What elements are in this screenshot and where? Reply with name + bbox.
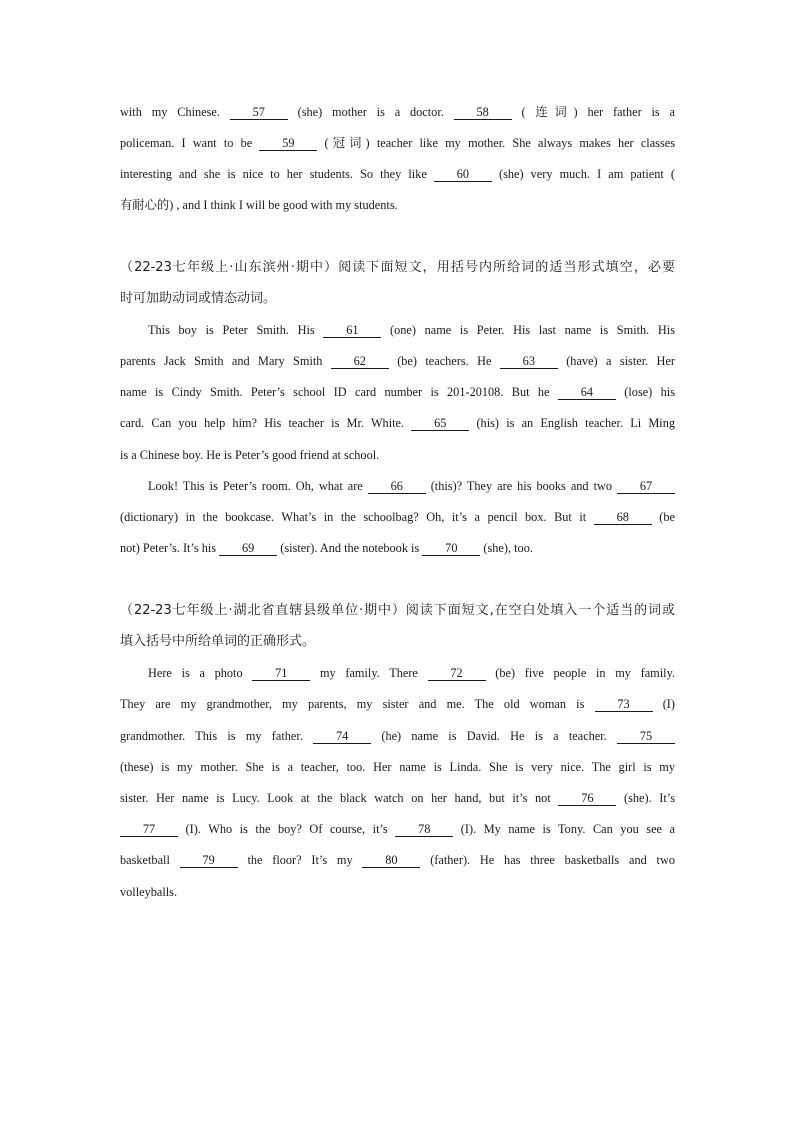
section-heading: 时可加助动词或情态动词。 (120, 291, 277, 306)
answer-blank-68[interactable]: 68 (594, 511, 652, 525)
passage-line: is a Chinese boy. He is Peter’s good friend at school. (120, 448, 380, 462)
section-heading: （22-23七年级上·湖北省直辖县级单位·期中）阅读下面短文,在空白处填入一个适当的词或 (120, 603, 675, 618)
answer-blank-59[interactable]: 59 (259, 137, 317, 151)
answer-blank-73[interactable]: 73 (595, 698, 653, 712)
answer-blank-66[interactable]: 66 (368, 480, 426, 494)
passage-line: grandmother. This is my father. 74 (he) name is David. He is a teacher. 75 (120, 728, 675, 744)
answer-blank-78[interactable]: 78 (395, 823, 453, 837)
passage-line: Here is a photo 71 my family. There 72 (be) five people in my family. (148, 666, 675, 680)
answer-blank-65[interactable]: 65 (411, 417, 469, 431)
answer-blank-76[interactable]: 76 (558, 792, 616, 806)
answer-blank-80[interactable]: 80 (362, 854, 420, 868)
answer-blank-57[interactable]: 57 (230, 106, 288, 120)
answer-blank-62[interactable]: 62 (331, 355, 389, 369)
passage-line: basketball 79 the floor? It’s my 80 (father). He has three basketballs and two (120, 853, 675, 867)
passage-line: name is Cindy Smith. Peter’s school ID card number is 201-20108. But he 64 (lose) his (120, 385, 676, 399)
passage-line: with my Chinese. 57 (she) mother is a doctor. 58 ( 连词) her father is a (120, 105, 675, 119)
passage-line: not) Peter’s. It’s his 69 (sister). And the notebook is 70 (she), too. (120, 541, 533, 555)
answer-blank-79[interactable]: 79 (180, 854, 238, 868)
section-heading: 填入括号中所给单词的正确形式。 (120, 634, 316, 649)
answer-blank-69[interactable]: 69 (219, 542, 277, 556)
passage-line: volleyballs. (120, 885, 178, 899)
answer-blank-63[interactable]: 63 (500, 355, 558, 369)
passage-line: sister. Her name is Lucy. Look at the black watch on her hand, but it’s not 76 (she). It’s (120, 791, 675, 805)
passage-line: card. Can you help him? His teacher is Mr. White. 65 (his) is an English teacher. Li Ming (120, 416, 675, 430)
answer-blank-70[interactable]: 70 (422, 542, 480, 556)
passage-line: They are my grandmother, my parents, my sister and me. The old woman is 73 (I) (120, 697, 675, 711)
passage-line: 77 (I). Who is the boy? Of course, it’s 78 (I). My name is Tony. Can you see a (120, 821, 675, 837)
answer-blank-60[interactable]: 60 (434, 168, 492, 182)
passage-line: This boy is Peter Smith. His 61 (one) name is Peter. His last name is Smith. His (148, 323, 676, 337)
answer-blank-72[interactable]: 72 (428, 667, 486, 681)
answer-blank-67[interactable]: 67 (617, 480, 675, 494)
passage-line: interesting and she is nice to her students. So they like 60 (she) very much. I am patient ( (120, 167, 675, 181)
passage-line: policeman. I want to be 59 (冠词) teacher like my mother. She always makes her classes (120, 136, 675, 150)
passage-line: (dictionary) in the bookcase. What’s in the schoolbag? Oh, it’s a pencil box. But it 68 (be (120, 510, 675, 524)
passage-line: Look! This is Peter’s room. Oh, what are 66 (this)? They are his books and two 67 (148, 478, 675, 494)
section-heading: （22-23七年级上·山东滨州·期中）阅读下面短文，用括号内所给词的适当形式填空，必要 (120, 260, 675, 275)
answer-blank-74[interactable]: 74 (313, 730, 371, 744)
passage-line: 有耐心的) , and I think I will be good with my students. (120, 198, 398, 212)
answer-blank-77[interactable]: 77 (120, 823, 178, 837)
answer-blank-61[interactable]: 61 (323, 324, 381, 338)
answer-blank-71[interactable]: 71 (252, 667, 310, 681)
answer-blank-64[interactable]: 64 (558, 386, 616, 400)
answer-blank-75[interactable]: 75 (617, 730, 675, 744)
passage-line: (these) is my mother. She is a teacher, too. Her name is Linda. She is very nice. The girl is my (120, 760, 675, 774)
answer-blank-58[interactable]: 58 (454, 106, 512, 120)
passage-line: parents Jack Smith and Mary Smith 62 (be) teachers. He 63 (have) a sister. Her (120, 354, 675, 368)
